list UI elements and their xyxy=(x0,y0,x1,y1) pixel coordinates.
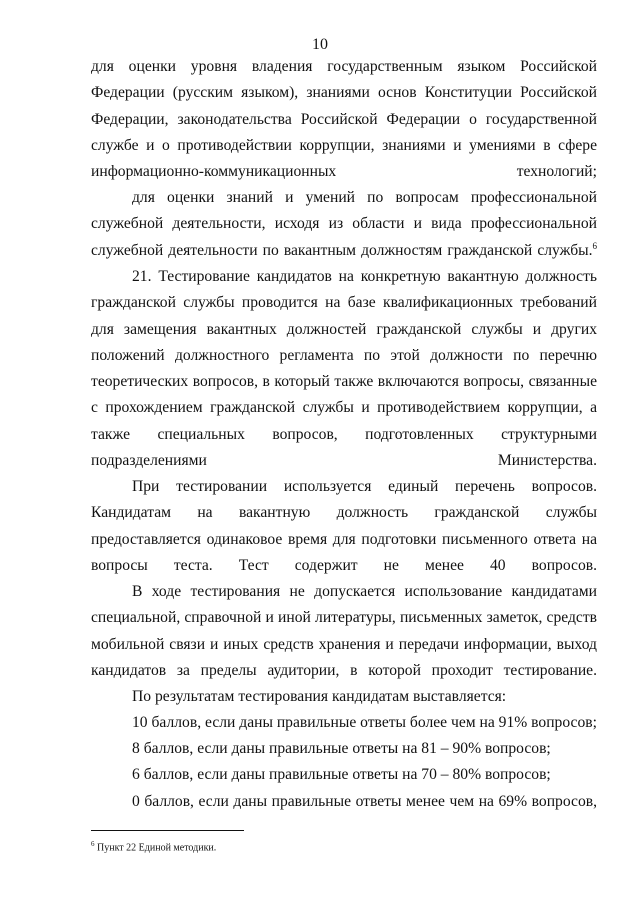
score-item-6: 6 баллов, если даны правильные ответы на 70 – 80% вопросов; xyxy=(132,766,551,783)
paragraph-scoring-intro: По результатам тестирования кандидатам выставляется: xyxy=(132,688,507,705)
footnote-marker: 6 xyxy=(91,840,95,848)
footnote-text: Пункт 22 Единой методики. xyxy=(97,842,217,854)
footnote-divider xyxy=(91,830,244,831)
page-number: 10 xyxy=(312,36,328,53)
paragraph-professional-assessment xyxy=(91,185,597,264)
paragraph-testing-restrictions: В ходе тестирования не допускается использование кандидатами специальной, справочной и иной литературы, письменных заметок, средств мобильной связи и иных средств хранения и передачи информации, выход кандидатов за пределы аудитории, в которой проходит тестирование. xyxy=(91,583,597,679)
score-item-8: 8 баллов, если даны правильные ответы на 81 – 90% вопросов; xyxy=(132,740,551,757)
paragraph-professional-assessment-text: для оценки знаний и умений по вопросам профессиональной служебной деятельности, исходя из области и вида профессиональной служебной деятельности по вакантным должностям гражданской службы. xyxy=(91,189,597,259)
paragraph-single-question-list: При тестировании используется единый перечень вопросов. Кандидатам на вакантную должность гражданской службы предоставляется одинаковое время для подготовки письменного ответа на вопросы теста. Тест содержит не менее 40 вопросов. xyxy=(91,478,597,574)
score-item-0: 0 баллов, если даны правильные ответы менее чем на 69% вопросов, xyxy=(132,793,597,810)
footnote xyxy=(91,838,216,854)
score-item-10: 10 баллов, если даны правильные ответы более чем на 91% вопросов; xyxy=(132,714,597,731)
paragraph-item-21: 21. Тестирование кандидатов на конкретную вакантную должность гражданской службы проводится на базе квалификационных требований для замещения вакантных должностей гражданской службы и других положений должностного регламента по этой должности по перечню теоретических вопросов, в который также включаются вопросы, связанные с прохождением гражданской службы и противодействием коррупции, а также специальных вопросов, подготовленных структурными подразделениями Министерства. xyxy=(91,268,597,470)
footnote-reference: 6 xyxy=(592,240,597,251)
paragraph-language-assessment: для оценки уровня владения государственным языком Российской Федерации (русским языком), знаниями основ Конституции Российской Федерации, законодательства Российской Федерации о государственной службе и о противодействии коррупции, знаниями и умениями в сфере информационно-коммуникационных технологий; xyxy=(91,58,597,181)
